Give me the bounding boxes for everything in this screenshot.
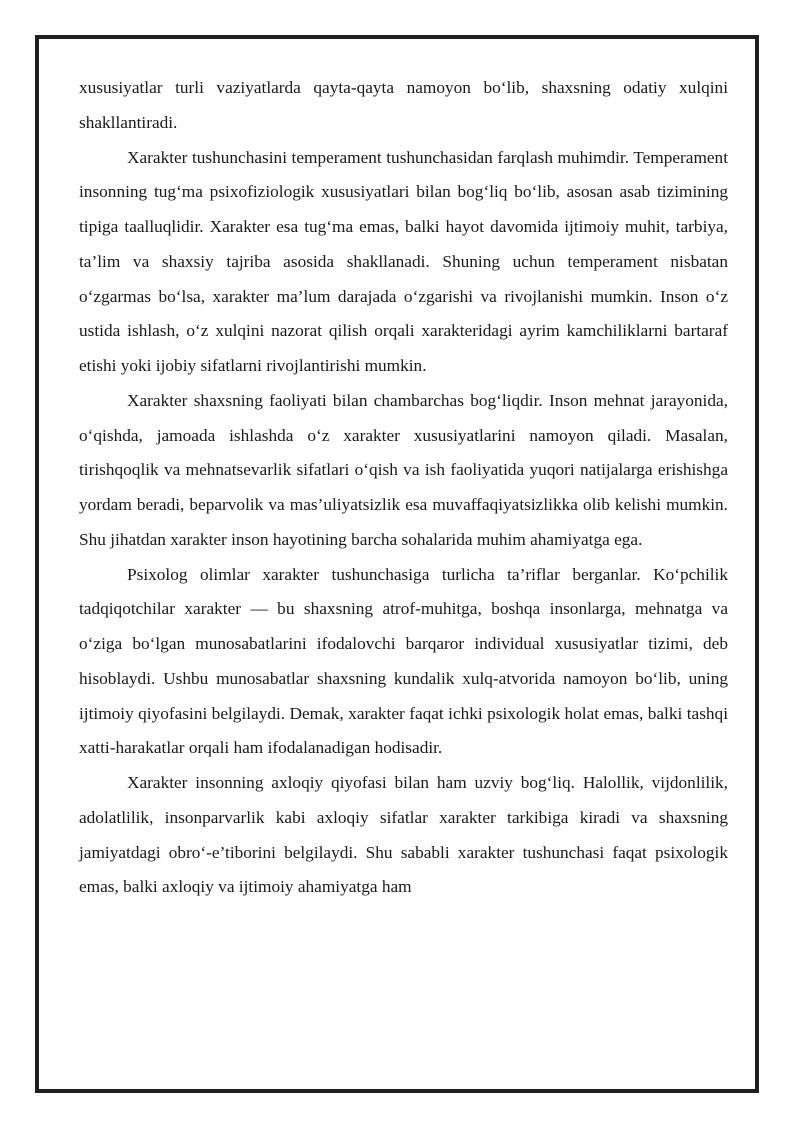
page-frame	[35, 35, 759, 1093]
paragraph: Xarakter shaxsning faoliyati bilan chambarchas bog‘liqdir. Inson mehnat jarayonida, o‘qishda, jamoada ishlashda o‘z xarakter xususiyatlarini namoyon qiladi. Masalan, tirishqoqlik va mehnatsevarlik sifatlari o‘qish va ish faoliyatida yuqori natijalarga erishishga yordam beradi, beparvolik va mas’uliyatsizlik esa muvaffaqiyatsizlikka olib kelishi mumkin. Shu jihatdan xarakter inson hayotining barcha sohalarida muhim ahamiyatga ega.	[79, 390, 728, 549]
paragraph: Xarakter insonning axloqiy qiyofasi bilan ham uzviy bog‘liq. Halollik, vijdonlilik, adolatlilik, insonparvarlik kabi axloqiy sifatlar xarakter tarkibiga kiradi va shaxsning jamiyatdagi obro‘-e’tiborini belgilaydi. Shu sababli xarakter tushunchasi faqat psixologik emas, balki axloqiy va ijtimoiy ahamiyatga ham	[79, 773, 728, 897]
paragraph-continuation: xususiyatlar turli vaziyatlarda qayta-qayta namoyon bo‘lib, shaxsning odatiy xulqini shakllantiradi.	[79, 78, 728, 132]
document-body	[79, 71, 728, 905]
paragraph: Psixolog olimlar xarakter tushunchasiga turlicha ta’riflar berganlar. Ko‘pchilik tadqiqotchilar xarakter — bu shaxsning atrof-muhitga, boshqa insonlarga, mehnatga va o‘ziga bo‘lgan munosabatlarini ifodalovchi barqaror individual xususiyatlar tizimi, deb hisoblaydi. Ushbu munosabatlar shaxsning kundalik xulq-atvorida namoyon bo‘lib, uning ijtimoiy qiyofasini belgilaydi. Demak, xarakter faqat ichki psixologik holat emas, balki tashqi xatti-harakatlar orqali ham ifodalanadigan hodisadir.	[79, 564, 728, 758]
paragraph: Xarakter tushunchasini temperament tushunchasidan farqlash muhimdir. Temperament insonning tug‘ma psixofiziologik xususiyatlari bilan bog‘liq bo‘lib, asosan asab tizimining tipiga taalluqlidir. Xarakter esa tug‘ma emas, balki hayot davomida ijtimoiy muhit, tarbiya, ta’lim va shaxsiy tajriba asosida shakllanadi. Shuning uchun temperament nisbatan o‘zgarmas bo‘lsa, xarakter ma’lum darajada o‘zgarishi va rivojlanishi mumkin. Inson o‘z ustida ishlash, o‘z xulqini nazorat qilish orqali xarakteridagi ayrim kamchiliklarni bartaraf etishi yoki ijobiy sifatlarni rivojlantirishi mumkin.	[79, 147, 728, 375]
